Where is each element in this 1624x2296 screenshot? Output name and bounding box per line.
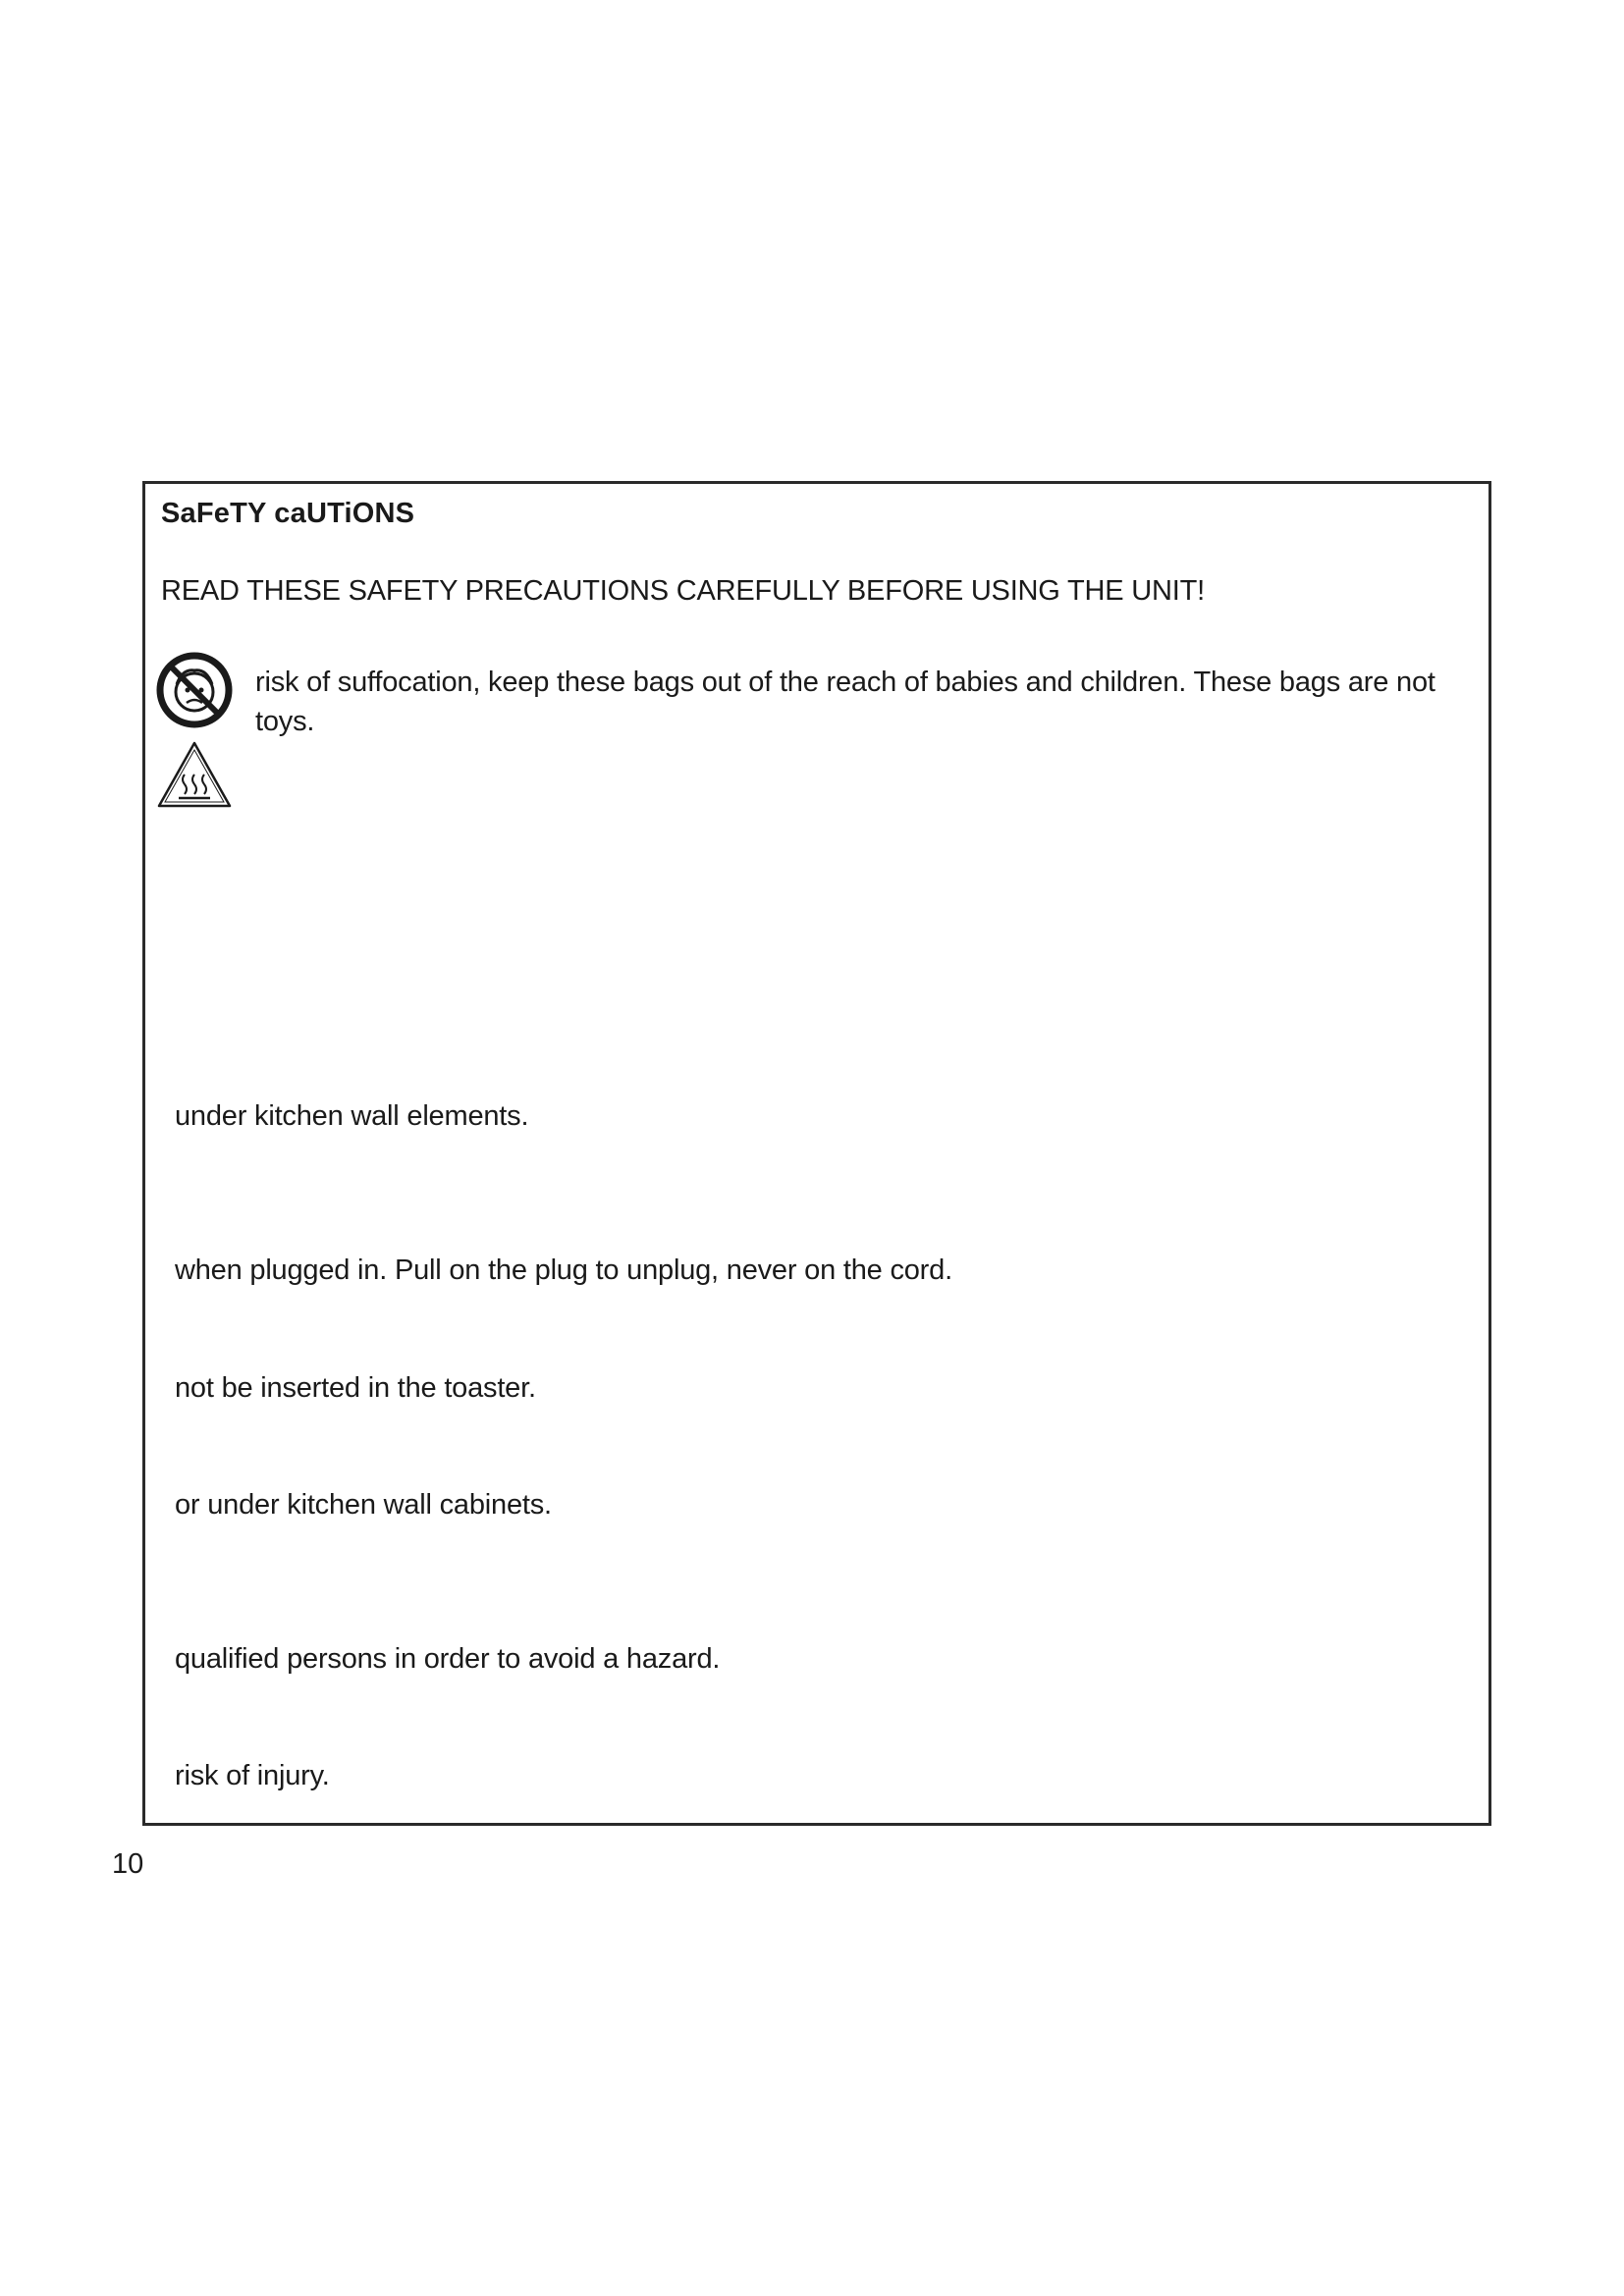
caution-item: risk of injury. xyxy=(175,1760,330,1791)
suffocation-warning-text: risk of suffocation, keep these bags out of the reach of babies and children. These bags are not toys. xyxy=(255,667,1435,737)
caution-item: or under kitchen wall cabinets. xyxy=(175,1489,552,1521)
caution-item: under kitchen wall elements. xyxy=(175,1100,529,1132)
caution-item: qualified persons in order to avoid a hazard. xyxy=(175,1643,721,1675)
intro-warning: READ THESE SAFETY PRECAUTIONS CAREFULLY BEFORE USING THE UNIT! xyxy=(161,575,1205,607)
hot-surface-icon xyxy=(155,739,234,810)
section-title: SaFeTY caUTiONS xyxy=(161,498,415,529)
caution-item: not be inserted in the toaster. xyxy=(175,1372,536,1404)
safety-cautions-box xyxy=(142,481,1491,1826)
no-suffocation-icon xyxy=(155,651,234,729)
caution-item: when plugged in. Pull on the plug to unplug, never on the cord. xyxy=(175,1255,952,1286)
page-number: 10 xyxy=(112,1848,144,1880)
